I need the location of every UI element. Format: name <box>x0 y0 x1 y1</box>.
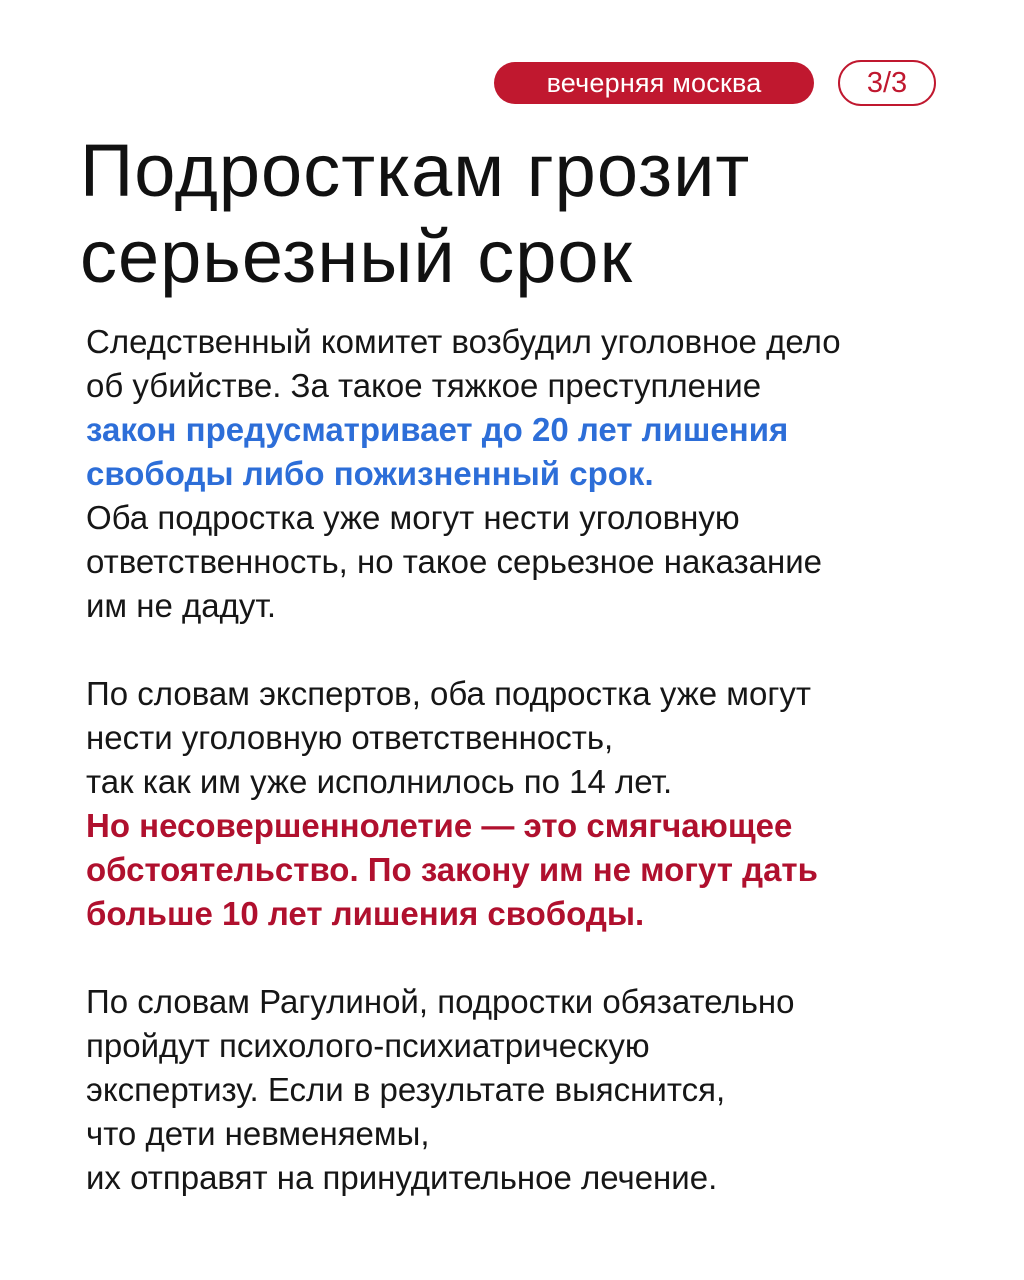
highlight-red-line: больше 10 лет лишения свободы. <box>86 895 645 932</box>
paragraph-3 <box>86 980 986 1200</box>
text-line: ответственность, но такое серьезное наказание <box>86 543 822 580</box>
highlight-red-line: Но несовершеннолетие — это смягчающее <box>86 807 793 844</box>
paragraph-gap <box>86 628 986 672</box>
text-line: им не дадут. <box>86 587 277 624</box>
article-body <box>86 320 986 1200</box>
text-line: об убийстве. За такое тяжкое преступление <box>86 367 762 404</box>
title-line-2: серьезный срок <box>80 215 633 298</box>
text-line: их отправят на принудительное лечение. <box>86 1159 718 1196</box>
highlight-blue-line: закон предусматривает до 20 лет лишения <box>86 411 789 448</box>
paragraph-1 <box>86 320 986 628</box>
text-line: Оба подростка уже могут нести уголовную <box>86 499 740 536</box>
title-line-1: Подросткам грозит <box>80 129 751 212</box>
paragraph-2 <box>86 672 986 936</box>
page-counter: 3/3 <box>838 60 936 106</box>
page-title <box>80 128 980 300</box>
highlight-red-line: обстоятельство. По закону им не могут дать <box>86 851 818 888</box>
text-line: По словам экспертов, оба подростка уже могут <box>86 675 811 712</box>
text-line: По словам Рагулиной, подростки обязательно <box>86 983 795 1020</box>
text-line: Следственный комитет возбудил уголовное дело <box>86 323 841 360</box>
paragraph-gap <box>86 936 986 980</box>
text-line: нести уголовную ответственность, <box>86 719 614 756</box>
brand-badge: вечерняя москва <box>494 62 814 104</box>
highlight-blue-line: свободы либо пожизненный срок. <box>86 455 654 492</box>
text-line: так как им уже исполнилось по 14 лет. <box>86 763 673 800</box>
text-line: пройдут психолого-психиатрическую <box>86 1027 650 1064</box>
text-line: что дети невменяемы, <box>86 1115 430 1152</box>
text-line: экспертизу. Если в результате выяснится, <box>86 1071 726 1108</box>
